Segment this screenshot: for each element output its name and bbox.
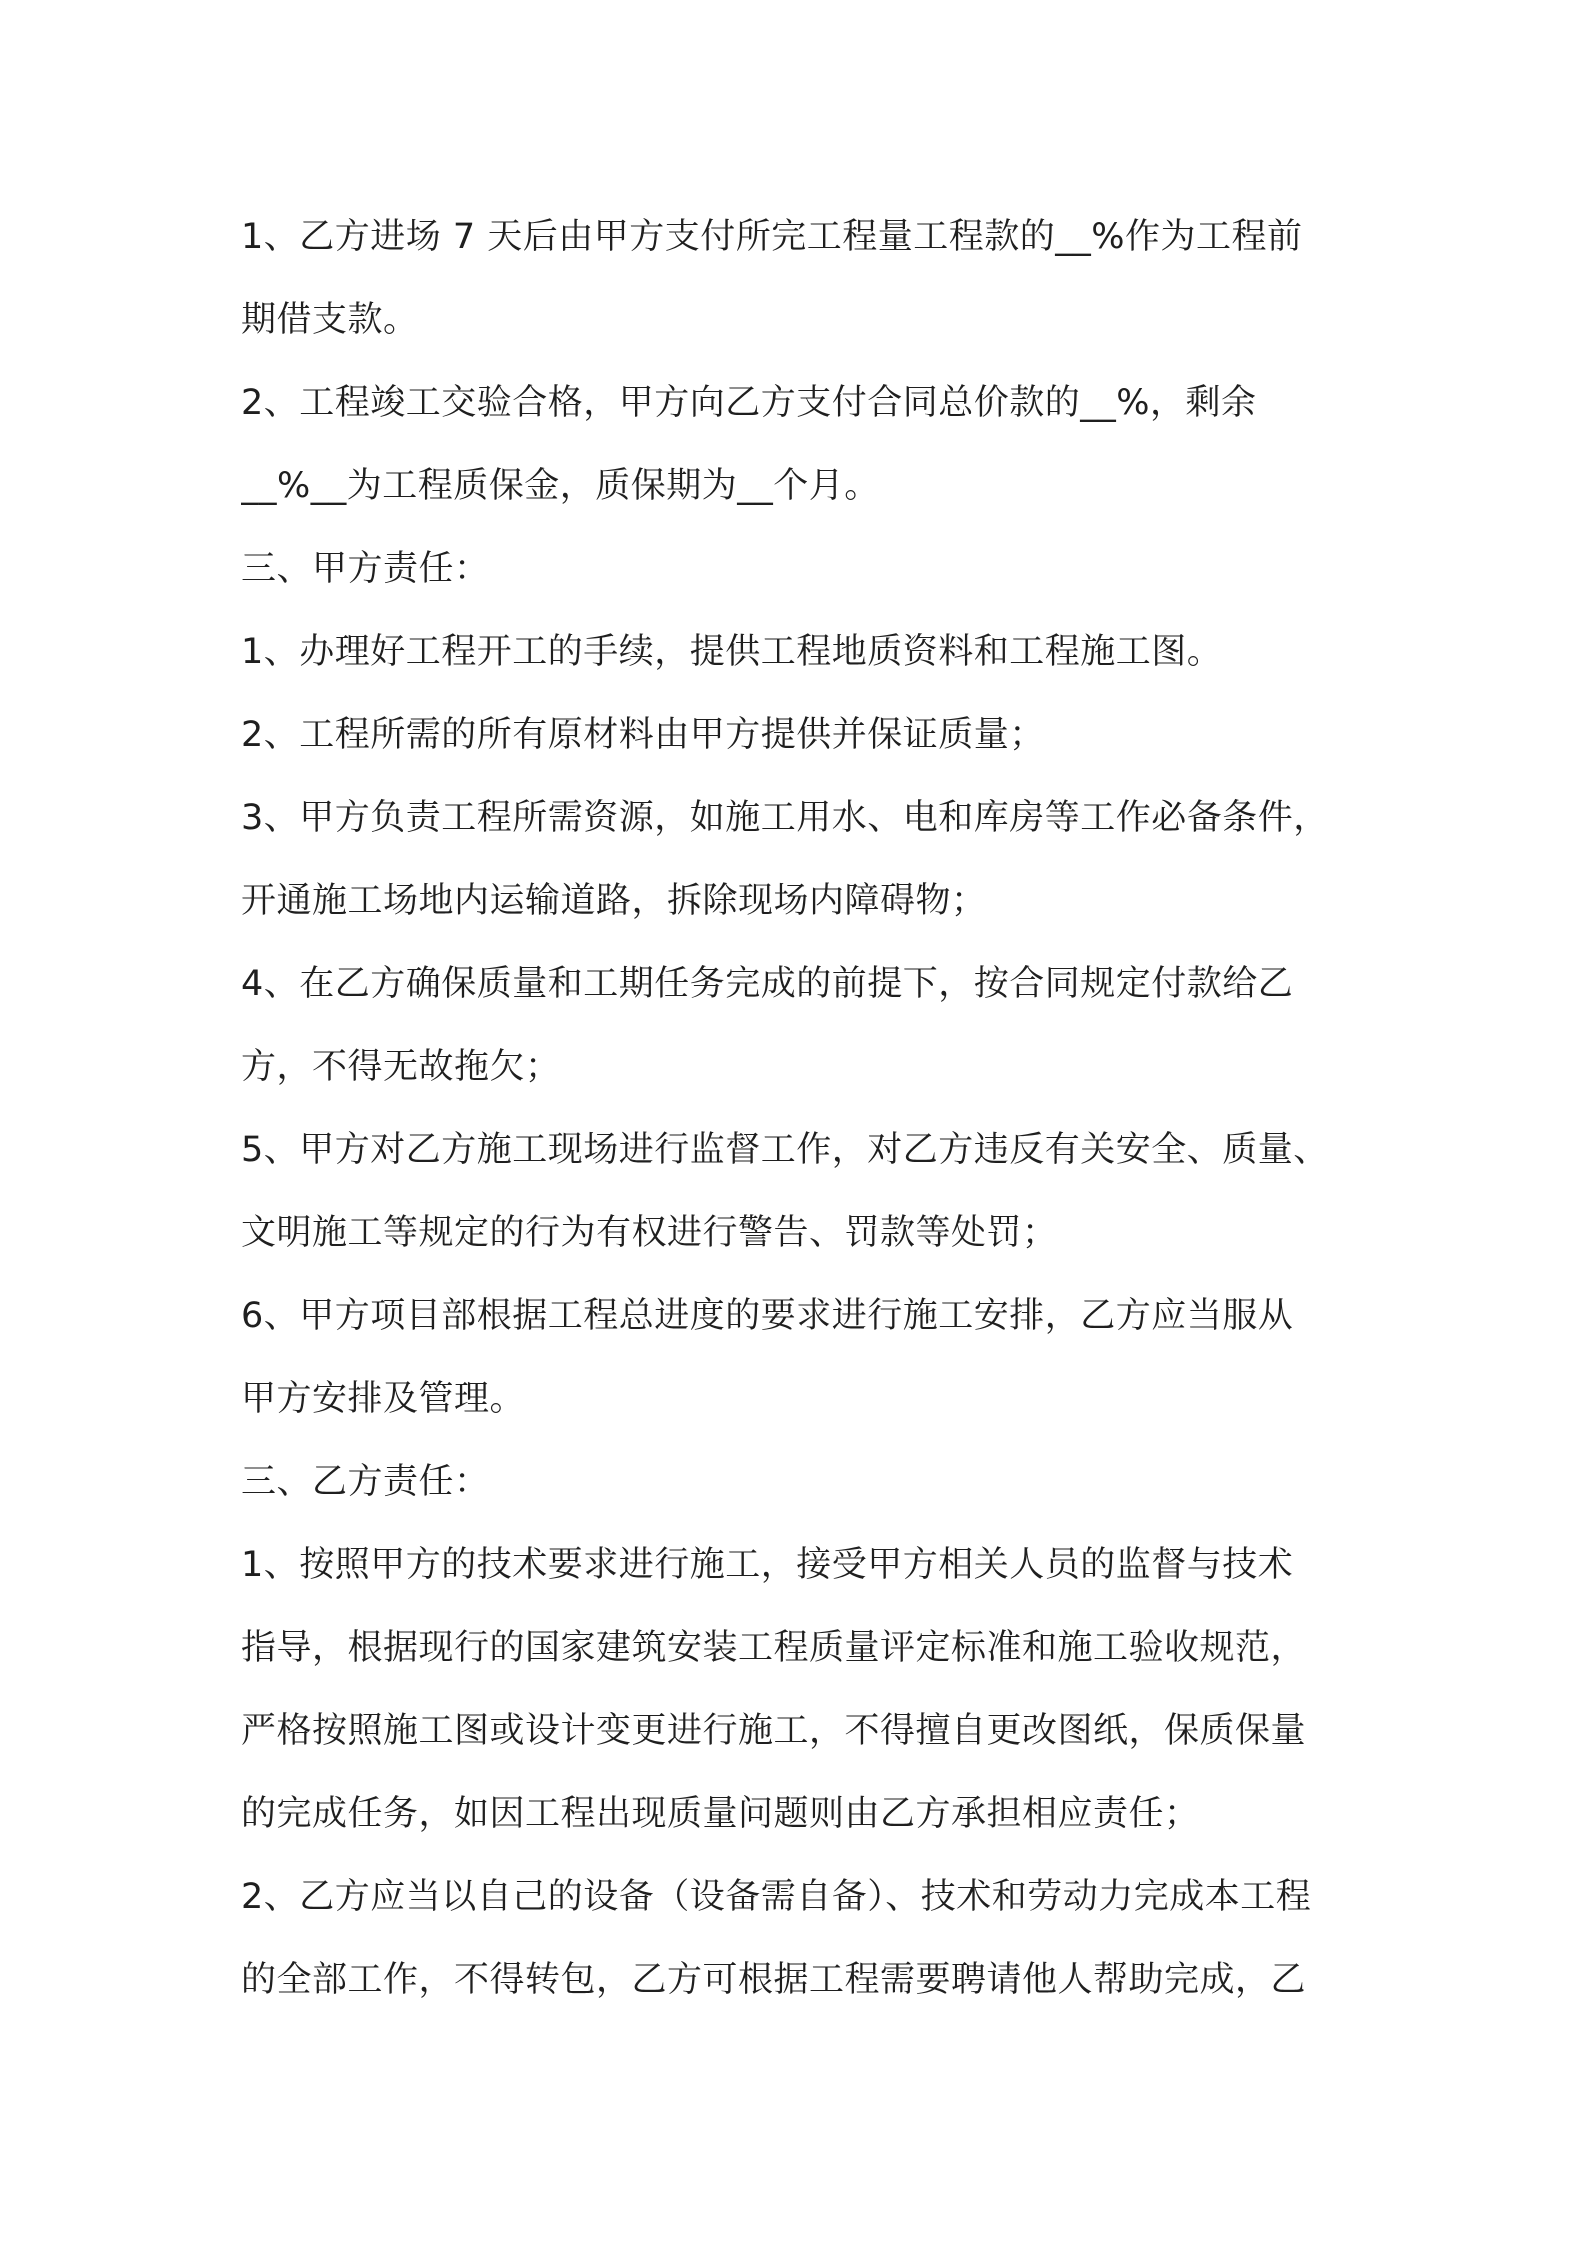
- text-line: 5、甲方对乙方施工现场进行监督工作，对乙方违反有关安全、质量、: [241, 1130, 1329, 1170]
- text-line: 期借支款。: [241, 300, 419, 340]
- text-line: 1、办理好工程开工的手续，提供工程地质资料和工程施工图。: [241, 632, 1223, 672]
- section-heading: 三、甲方责任：: [241, 549, 490, 589]
- text-line: 甲方安排及管理。: [241, 1379, 526, 1419]
- text-line: 1、按照甲方的技术要求进行施工，接受甲方相关人员的监督与技术: [241, 1545, 1294, 1585]
- text-line: __%__为工程质保金，质保期为__个月。: [241, 466, 880, 506]
- text-line: 2、乙方应当以自己的设备（设备需自备）、技术和劳动力完成本工程: [241, 1877, 1312, 1917]
- text-line: 3、甲方负责工程所需资源，如施工用水、电和库房等工作必备条件，: [241, 798, 1329, 838]
- text-line: 的完成任务，如因工程出现质量问题则由乙方承担相应责任；: [241, 1794, 1200, 1834]
- text-line: 指导，根据现行的国家建筑安装工程质量评定标准和施工验收规范，: [241, 1628, 1307, 1668]
- document-body: [241, 196, 1371, 2022]
- text-line: 6、甲方项目部根据工程总进度的要求进行施工安排，乙方应当服从: [241, 1296, 1294, 1336]
- text-line: 严格按照施工图或设计变更进行施工，不得擅自更改图纸，保质保量: [241, 1711, 1307, 1751]
- text-line: 开通施工场地内运输道路，拆除现场内障碍物；: [241, 881, 987, 921]
- text-line: 方，不得无故拖欠；: [241, 1047, 561, 1087]
- text-line: 2、工程竣工交验合格，甲方向乙方支付合同总价款的__%，剩余: [241, 383, 1257, 423]
- section-heading: 三、乙方责任：: [241, 1462, 490, 1502]
- text-line: 1、乙方进场 7 天后由甲方支付所完工程量工程款的__%作为工程前: [241, 217, 1303, 257]
- text-line: 文明施工等规定的行为有权进行警告、罚款等处罚；: [241, 1213, 1058, 1253]
- text-line: 的全部工作，不得转包，乙方可根据工程需要聘请他人帮助完成，乙: [241, 1960, 1307, 2000]
- text-line: 2、工程所需的所有原材料由甲方提供并保证质量；: [241, 715, 1045, 755]
- text-line: 4、在乙方确保质量和工期任务完成的前提下，按合同规定付款给乙: [241, 964, 1294, 1004]
